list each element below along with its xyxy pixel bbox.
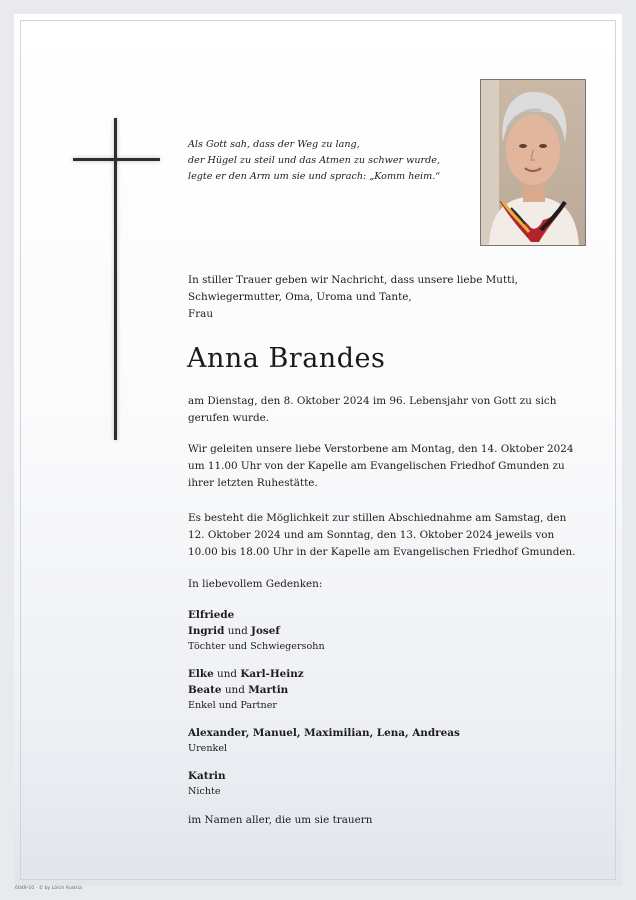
family-relation: Töchter und Schwiegersohn: [188, 641, 325, 652]
death-notice: [188, 393, 588, 427]
family-connector: und: [224, 684, 245, 696]
viewing-details: [188, 510, 588, 561]
intro-line: Schwiegermutter, Oma, Uroma und Tante,: [188, 291, 412, 303]
footer-imprint: 6049-10 · © by Lörch Austria: [15, 886, 82, 891]
intro-text: [188, 272, 588, 323]
remembrance-heading: In liebevollem Gedenken:: [188, 578, 323, 590]
poem-line: Als Gott sah, dass der Weg zu lang,: [188, 139, 360, 150]
poem: [188, 137, 468, 185]
funeral-line: Wir geleiten unsere liebe Verstorbene am Montag, den 14. Oktober 2024: [188, 443, 574, 455]
family-relation: Nichte: [188, 786, 221, 797]
family-name: Alexander, Manuel, Maximilian, Lena, Andreas: [188, 727, 460, 739]
cross-icon-bar: [73, 158, 160, 161]
portrait-photo: [480, 79, 586, 246]
family-name: Katrin: [188, 770, 226, 782]
family-name: Josef: [251, 625, 280, 637]
portrait-image: [481, 80, 585, 245]
death-line: gerufen wurde.: [188, 412, 270, 424]
viewing-line: 10.00 bis 18.00 Uhr in der Kapelle am Evangelischen Friedhof Gmunden.: [188, 546, 576, 558]
viewing-line: 12. Oktober 2024 und am Sonntag, den 13. Oktober 2024 jeweils von: [188, 529, 555, 541]
deceased-name: Anna Brandes: [187, 343, 386, 374]
poem-line: legte er den Arm um sie und sprach: „Komm heim.“: [188, 171, 441, 182]
funeral-details: [188, 441, 588, 492]
funeral-line: um 11.00 Uhr von der Kapelle am Evangelischen Friedhof Gmunden zu: [188, 460, 565, 472]
death-line: am Dienstag, den 8. Oktober 2024 im 96. Lebensjahr von Gott zu sich: [188, 395, 557, 407]
family-name: Ingrid: [188, 625, 225, 637]
intro-line: Frau: [188, 308, 214, 320]
family-name: Elke: [188, 668, 214, 680]
family-line: [188, 666, 588, 682]
closing-line: im Namen aller, die um sie trauern: [188, 814, 373, 826]
family-name: Beate: [188, 684, 222, 696]
poem-line: der Hügel zu steil und das Atmen zu schwer wurde,: [188, 155, 440, 166]
family-group: [188, 725, 588, 757]
family-relation: Urenkel: [188, 743, 228, 754]
family-group: [188, 607, 588, 655]
funeral-line: ihrer letzten Ruhestätte.: [188, 477, 318, 489]
family-group: [188, 768, 588, 800]
family-name: Martin: [248, 684, 289, 696]
family-line: [188, 623, 588, 639]
viewing-line: Es besteht die Möglichkeit zur stillen Abschiednahme am Samstag, den: [188, 512, 567, 524]
family-line: [188, 682, 588, 698]
family-connector: und: [217, 668, 238, 680]
family-name: Karl-Heinz: [240, 668, 304, 680]
cross-icon: [114, 118, 117, 440]
family-group: [188, 666, 588, 714]
family-connector: und: [227, 625, 248, 637]
family-name: Elfriede: [188, 609, 235, 621]
intro-line: In stiller Trauer geben wir Nachricht, dass unsere liebe Mutti,: [188, 274, 518, 286]
family-relation: Enkel und Partner: [188, 700, 277, 711]
